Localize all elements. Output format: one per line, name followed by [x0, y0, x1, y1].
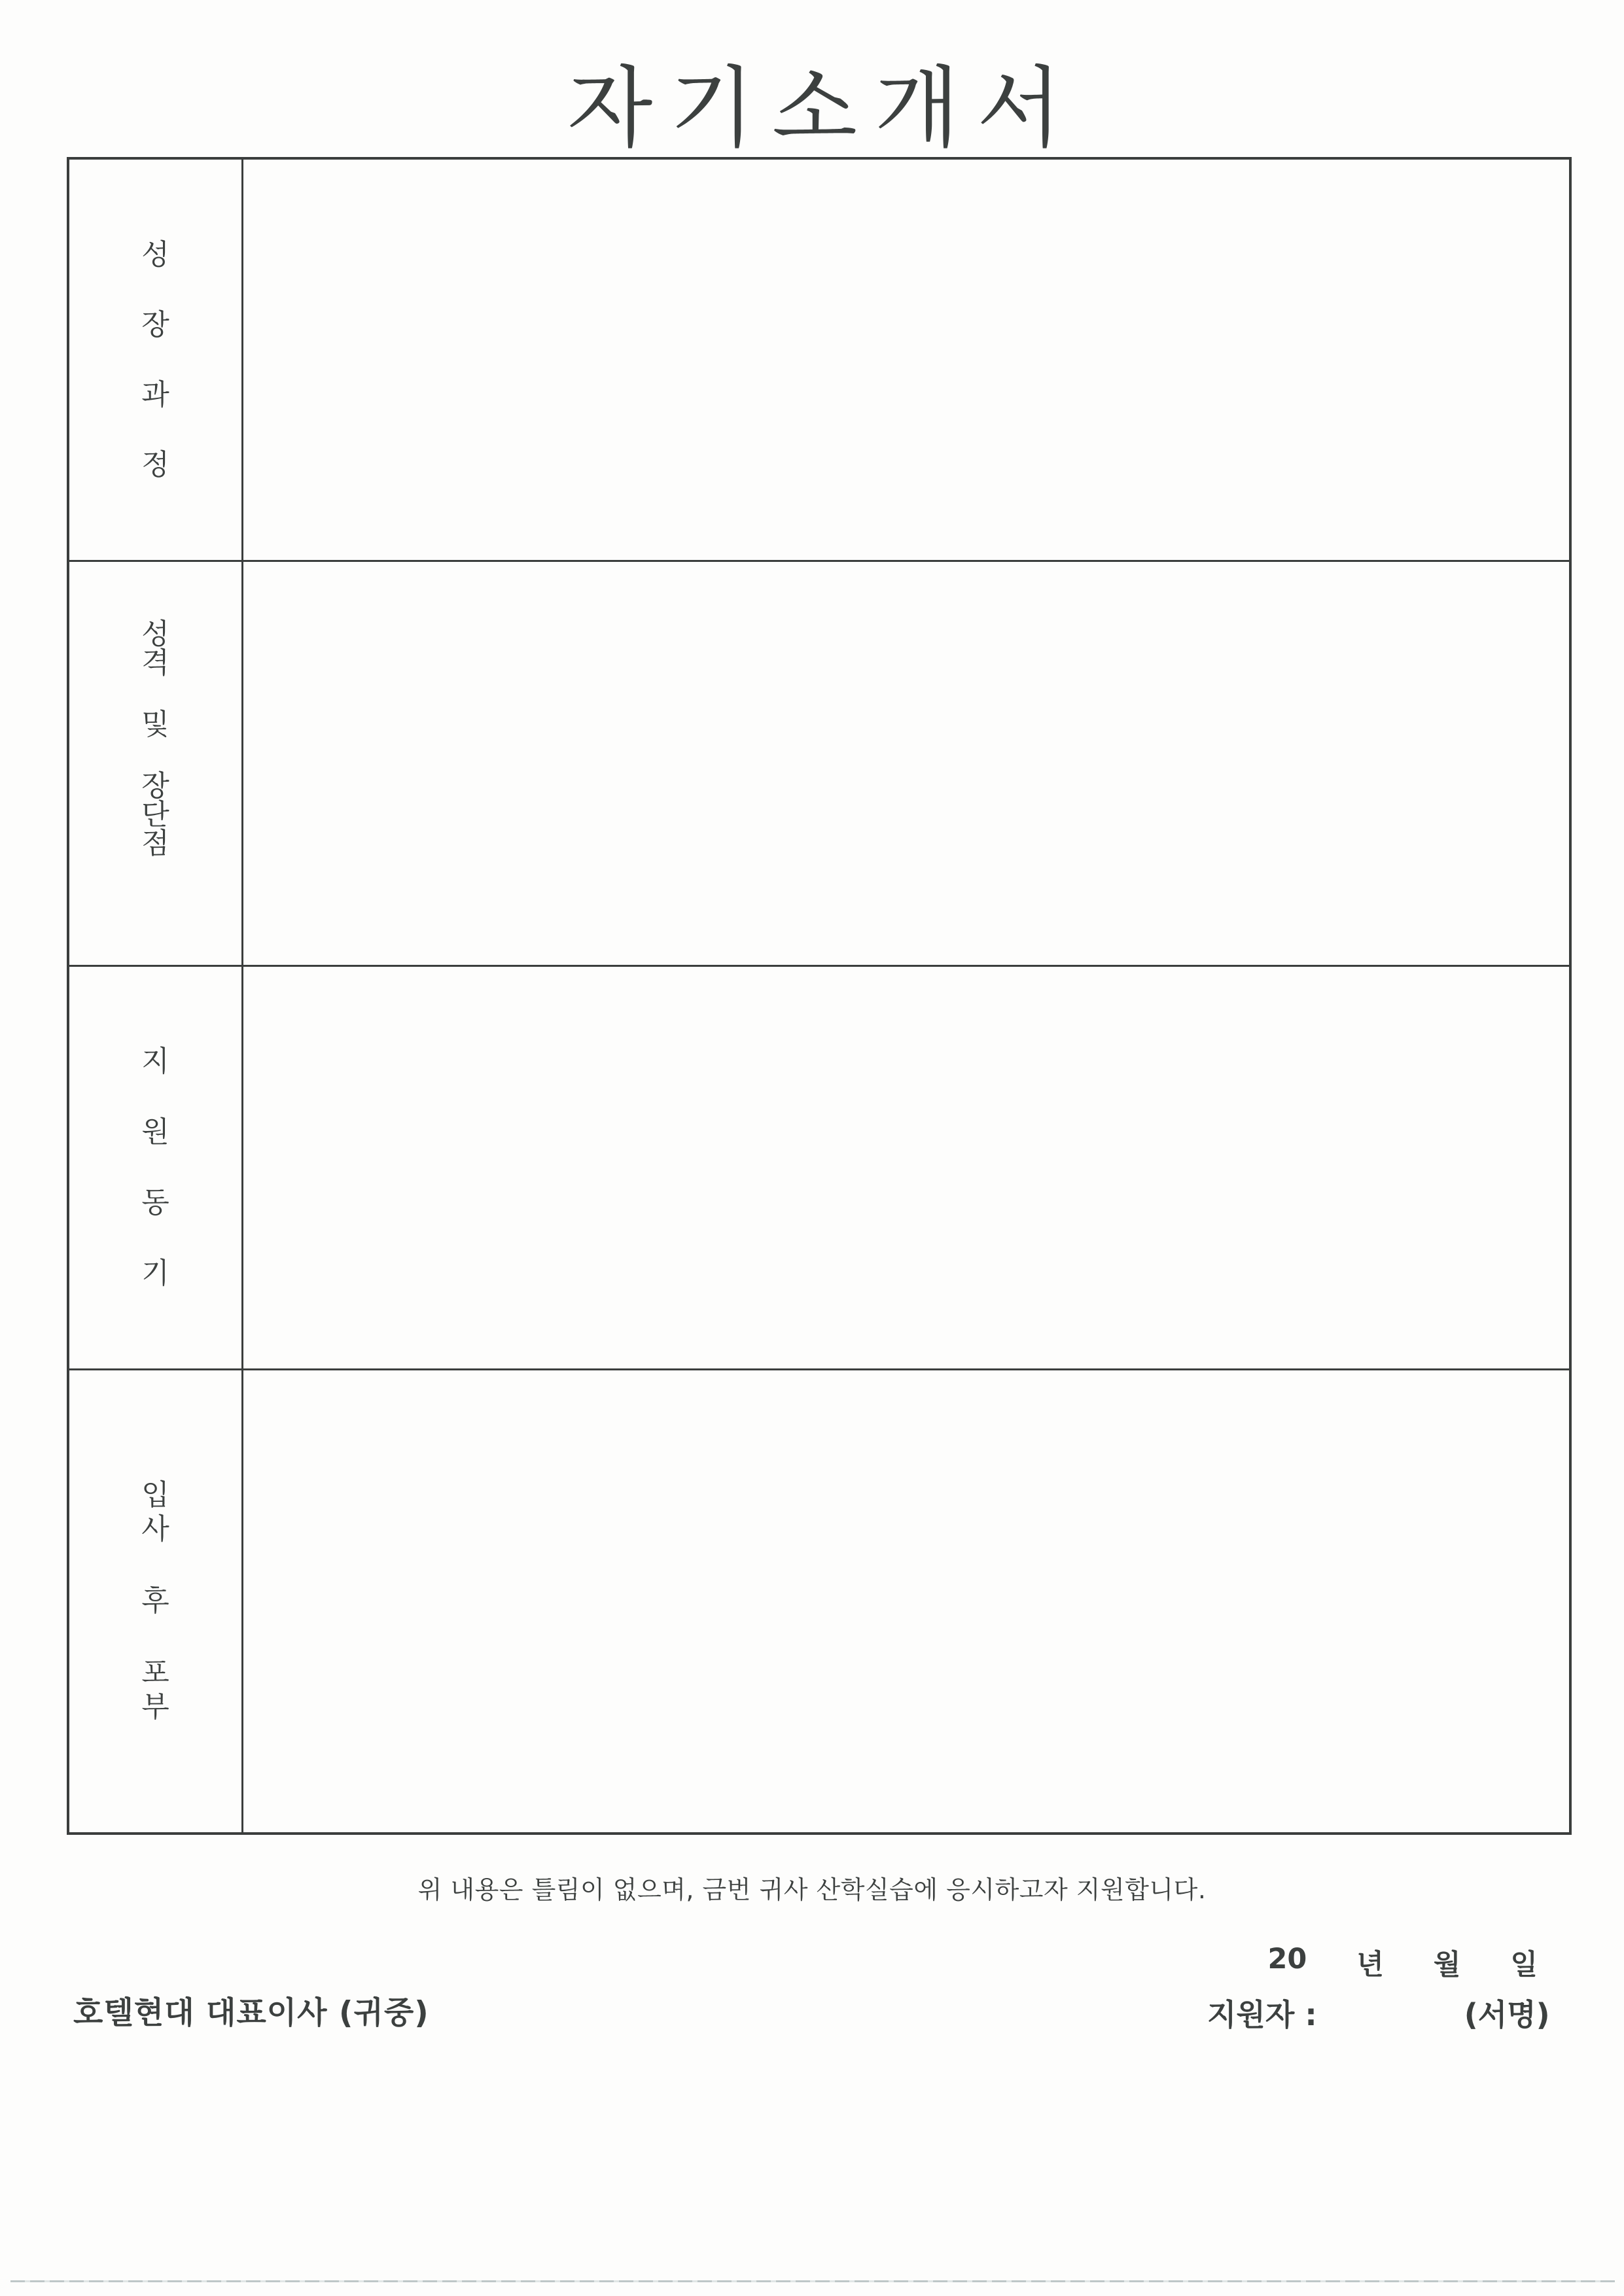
page-title: 자기소개서: [567, 57, 1080, 160]
table-row-application-motivation: [69, 967, 1569, 1370]
date-year-prefix: 20: [1267, 1943, 1307, 1975]
date-year-unit: 년: [1356, 1949, 1384, 1981]
date-month-unit: 월: [1433, 1949, 1461, 1981]
vertical-label: [141, 237, 169, 481]
applicant-label: 지원자 :: [1207, 1997, 1317, 2032]
vertical-label-char: 격: [141, 646, 169, 680]
vertical-label-group: [141, 1047, 169, 1076]
vertical-label: [141, 617, 169, 860]
row-label-post-hire-aspiration: [69, 1370, 243, 1832]
row-content-personality-strengths-weaknesses: [243, 562, 1569, 965]
vertical-label-char: 기: [141, 1257, 169, 1290]
vertical-label-char: 입: [141, 1478, 169, 1512]
vertical-label-char: 점: [141, 826, 169, 860]
declaration-statement: 위 내용은 틀림이 없으며, 금번 귀사 산학실습에 응시하고자 지원합니다.: [417, 1875, 1207, 1904]
row-content-post-hire-aspiration: [243, 1370, 1569, 1832]
vertical-label-group: [141, 377, 169, 411]
vertical-label-group: [141, 1656, 169, 1724]
table-row-post-hire-aspiration: [69, 1370, 1569, 1832]
vertical-label-group: [141, 237, 169, 271]
vertical-label-char: 원: [141, 1115, 169, 1149]
vertical-label-char: 장: [141, 307, 169, 341]
date-line: [1268, 1943, 1538, 1983]
row-label-personality-strengths-weaknesses: [69, 562, 243, 965]
vertical-label-group: [141, 1115, 169, 1149]
vertical-label-group: [141, 1584, 169, 1618]
vertical-label-char: 후: [141, 1584, 169, 1618]
vertical-label-group: [141, 1478, 169, 1546]
vertical-label-group: [141, 307, 169, 341]
row-label-growth-process: [69, 160, 243, 560]
vertical-label-group: [141, 1186, 169, 1219]
vertical-label-char: 사: [141, 1512, 169, 1546]
vertical-label-char: 및: [141, 707, 169, 741]
vertical-label-group: [141, 1259, 169, 1288]
vertical-label-char: 정: [141, 447, 169, 481]
vertical-label-char: 단: [141, 797, 169, 831]
vertical-label-char: 부: [141, 1690, 169, 1724]
signature-hint: (서명): [1464, 1997, 1550, 2032]
vertical-label-group: [141, 707, 169, 741]
vertical-label-group: [141, 769, 169, 860]
vertical-label: [141, 1047, 169, 1288]
row-content-growth-process: [243, 160, 1569, 560]
scan-artifact-line: [10, 2280, 1615, 2282]
self-intro-table: [67, 157, 1572, 1835]
vertical-label-char: 과: [141, 377, 169, 411]
vertical-label-char: 포: [141, 1656, 169, 1690]
vertical-label-char: 성: [141, 237, 169, 271]
recipient-line: 호텔현대 대표이사 (귀중): [73, 1995, 429, 2031]
vertical-label-char: 장: [141, 769, 169, 803]
applicant-line: [1207, 1991, 1550, 2034]
vertical-label-char: 동: [141, 1186, 169, 1219]
vertical-label-group: [141, 447, 169, 481]
table-row-personality-strengths-weaknesses: [69, 562, 1569, 967]
vertical-label: [141, 1478, 169, 1724]
row-content-application-motivation: [243, 967, 1569, 1368]
date-day-unit: 일: [1510, 1949, 1538, 1981]
vertical-label-char: 성: [141, 617, 169, 651]
table-row-growth-process: [69, 160, 1569, 562]
vertical-label-char: 지: [141, 1045, 169, 1078]
vertical-label-group: [141, 617, 169, 680]
row-label-application-motivation: [69, 967, 243, 1368]
